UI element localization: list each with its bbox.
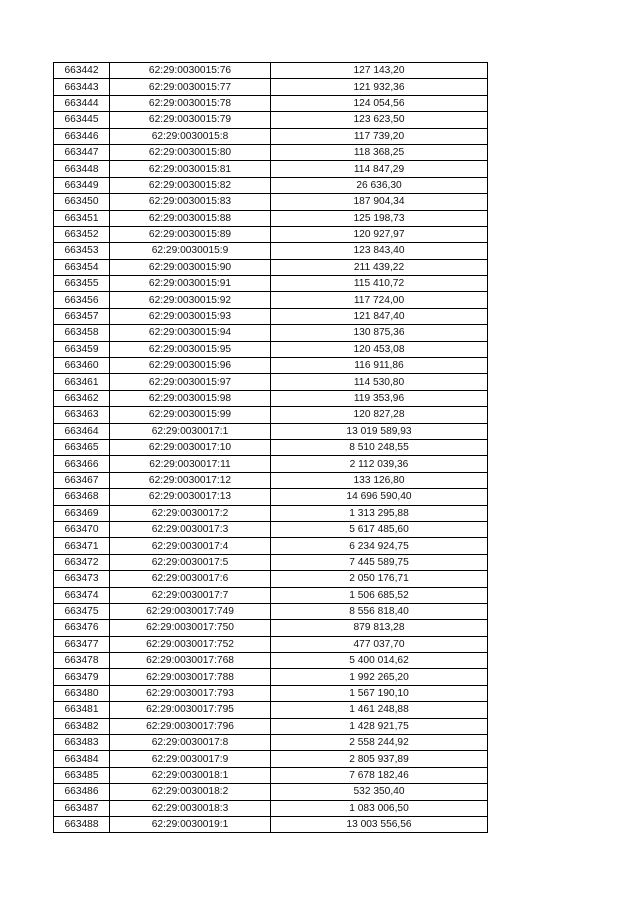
table-row — [54, 259, 488, 275]
value-cell: 2 050 176,71 — [271, 571, 488, 587]
cadastral-number-cell: 62:29:0030017:8 — [110, 735, 271, 751]
row-number-cell: 663473 — [54, 571, 110, 587]
value-cell: 1 083 006,50 — [271, 800, 488, 816]
row-number-cell: 663464 — [54, 423, 110, 439]
row-number-cell: 663476 — [54, 620, 110, 636]
row-number-cell: 663470 — [54, 521, 110, 537]
cadastral-number-cell: 62:29:0030017:6 — [110, 571, 271, 587]
row-number-cell: 663451 — [54, 210, 110, 226]
cadastral-number-cell: 62:29:0030019:1 — [110, 816, 271, 832]
row-number-cell: 663487 — [54, 800, 110, 816]
table-row — [54, 407, 488, 423]
value-cell: 8 510 248,55 — [271, 439, 488, 455]
cadastral-number-cell: 62:29:0030015:97 — [110, 374, 271, 390]
cadastral-number-cell: 62:29:0030015:82 — [110, 177, 271, 193]
value-cell: 477 037,70 — [271, 636, 488, 652]
table-row — [54, 636, 488, 652]
table-row — [54, 735, 488, 751]
cadastral-number-cell: 62:29:0030015:91 — [110, 276, 271, 292]
row-number-cell: 663479 — [54, 669, 110, 685]
value-cell: 120 927,97 — [271, 226, 488, 242]
value-cell: 13 003 556,56 — [271, 816, 488, 832]
table-row — [54, 669, 488, 685]
row-number-cell: 663447 — [54, 144, 110, 160]
value-cell: 6 234 924,75 — [271, 538, 488, 554]
table-row — [54, 308, 488, 324]
value-cell: 879 813,28 — [271, 620, 488, 636]
table-row — [54, 472, 488, 488]
table-row — [54, 144, 488, 160]
row-number-cell: 663481 — [54, 702, 110, 718]
row-number-cell: 663456 — [54, 292, 110, 308]
row-number-cell: 663443 — [54, 79, 110, 95]
cadastral-number-cell: 62:29:0030017:2 — [110, 505, 271, 521]
value-cell: 130 875,36 — [271, 325, 488, 341]
table-row — [54, 374, 488, 390]
cadastral-number-cell: 62:29:0030017:788 — [110, 669, 271, 685]
value-cell: 119 353,96 — [271, 390, 488, 406]
value-cell: 127 143,20 — [271, 63, 488, 79]
table-row — [54, 341, 488, 357]
row-number-cell: 663449 — [54, 177, 110, 193]
value-cell: 114 530,80 — [271, 374, 488, 390]
value-cell: 117 739,20 — [271, 128, 488, 144]
cadastral-number-cell: 62:29:0030015:90 — [110, 259, 271, 275]
table-row — [54, 276, 488, 292]
value-cell: 124 054,56 — [271, 95, 488, 111]
row-number-cell: 663486 — [54, 784, 110, 800]
table-row — [54, 95, 488, 111]
row-number-cell: 663488 — [54, 816, 110, 832]
cadastral-number-cell: 62:29:0030017:750 — [110, 620, 271, 636]
row-number-cell: 663452 — [54, 226, 110, 242]
cadastral-number-cell: 62:29:0030018:3 — [110, 800, 271, 816]
cadastral-number-cell: 62:29:0030017:1 — [110, 423, 271, 439]
row-number-cell: 663454 — [54, 259, 110, 275]
table-row — [54, 325, 488, 341]
value-cell: 14 696 590,40 — [271, 489, 488, 505]
table-row — [54, 620, 488, 636]
row-number-cell: 663469 — [54, 505, 110, 521]
table-row — [54, 554, 488, 570]
cadastral-number-cell: 62:29:0030017:5 — [110, 554, 271, 570]
table-body — [54, 63, 488, 833]
cadastral-number-cell: 62:29:0030015:95 — [110, 341, 271, 357]
cadastral-number-cell: 62:29:0030015:92 — [110, 292, 271, 308]
cadastral-number-cell: 62:29:0030015:80 — [110, 144, 271, 160]
row-number-cell: 663460 — [54, 358, 110, 374]
value-cell: 115 410,72 — [271, 276, 488, 292]
table-row — [54, 571, 488, 587]
table-row — [54, 603, 488, 619]
value-cell: 2 112 039,36 — [271, 456, 488, 472]
value-cell: 114 847,29 — [271, 161, 488, 177]
cadastral-number-cell: 62:29:0030018:1 — [110, 767, 271, 783]
cadastral-number-cell: 62:29:0030015:98 — [110, 390, 271, 406]
value-cell: 118 368,25 — [271, 144, 488, 160]
row-number-cell: 663471 — [54, 538, 110, 554]
row-number-cell: 663474 — [54, 587, 110, 603]
row-number-cell: 663475 — [54, 603, 110, 619]
cadastral-number-cell: 62:29:0030015:77 — [110, 79, 271, 95]
table-row — [54, 702, 488, 718]
value-cell: 120 453,08 — [271, 341, 488, 357]
table-row — [54, 177, 488, 193]
row-number-cell: 663463 — [54, 407, 110, 423]
value-cell: 1 461 248,88 — [271, 702, 488, 718]
cadastral-number-cell: 62:29:0030015:76 — [110, 63, 271, 79]
table-row — [54, 456, 488, 472]
table-row — [54, 800, 488, 816]
value-cell: 8 556 818,40 — [271, 603, 488, 619]
value-cell: 13 019 589,93 — [271, 423, 488, 439]
value-cell: 7 678 182,46 — [271, 767, 488, 783]
cadastral-number-cell: 62:29:0030017:768 — [110, 653, 271, 669]
cadastral-number-cell: 62:29:0030017:4 — [110, 538, 271, 554]
row-number-cell: 663478 — [54, 653, 110, 669]
row-number-cell: 663458 — [54, 325, 110, 341]
row-number-cell: 663468 — [54, 489, 110, 505]
value-cell: 1 992 265,20 — [271, 669, 488, 685]
cadastral-number-cell: 62:29:0030015:8 — [110, 128, 271, 144]
table-row — [54, 751, 488, 767]
table-row — [54, 390, 488, 406]
value-cell: 117 724,00 — [271, 292, 488, 308]
cadastral-number-cell: 62:29:0030015:93 — [110, 308, 271, 324]
row-number-cell: 663465 — [54, 439, 110, 455]
cadastral-number-cell: 62:29:0030017:795 — [110, 702, 271, 718]
value-cell: 2 558 244,92 — [271, 735, 488, 751]
table-row — [54, 439, 488, 455]
cadastral-number-cell: 62:29:0030015:9 — [110, 243, 271, 259]
row-number-cell: 663462 — [54, 390, 110, 406]
value-cell: 2 805 937,89 — [271, 751, 488, 767]
value-cell: 187 904,34 — [271, 194, 488, 210]
row-number-cell: 663467 — [54, 472, 110, 488]
table-row — [54, 112, 488, 128]
cadastral-number-cell: 62:29:0030017:10 — [110, 439, 271, 455]
cadastral-number-cell: 62:29:0030015:96 — [110, 358, 271, 374]
table-row — [54, 243, 488, 259]
cadastral-number-cell: 62:29:0030015:79 — [110, 112, 271, 128]
row-number-cell: 663442 — [54, 63, 110, 79]
table-row — [54, 423, 488, 439]
cadastral-number-cell: 62:29:0030015:99 — [110, 407, 271, 423]
value-cell: 121 847,40 — [271, 308, 488, 324]
value-cell: 5 617 485,60 — [271, 521, 488, 537]
value-cell: 1 506 685,52 — [271, 587, 488, 603]
row-number-cell: 663485 — [54, 767, 110, 783]
row-number-cell: 663466 — [54, 456, 110, 472]
row-number-cell: 663459 — [54, 341, 110, 357]
value-cell: 1 313 295,88 — [271, 505, 488, 521]
row-number-cell: 663445 — [54, 112, 110, 128]
value-cell: 211 439,22 — [271, 259, 488, 275]
value-cell: 7 445 589,75 — [271, 554, 488, 570]
cadastral-value-table — [53, 62, 488, 833]
row-number-cell: 663457 — [54, 308, 110, 324]
cadastral-number-cell: 62:29:0030017:11 — [110, 456, 271, 472]
row-number-cell: 663444 — [54, 95, 110, 111]
value-cell: 125 198,73 — [271, 210, 488, 226]
row-number-cell: 663472 — [54, 554, 110, 570]
table-row — [54, 767, 488, 783]
cadastral-number-cell: 62:29:0030018:2 — [110, 784, 271, 800]
table-row — [54, 653, 488, 669]
table-row — [54, 587, 488, 603]
table-row — [54, 79, 488, 95]
table-row — [54, 292, 488, 308]
cadastral-number-cell: 62:29:0030017:793 — [110, 685, 271, 701]
value-cell: 116 911,86 — [271, 358, 488, 374]
row-number-cell: 663484 — [54, 751, 110, 767]
cadastral-number-cell: 62:29:0030017:12 — [110, 472, 271, 488]
row-number-cell: 663480 — [54, 685, 110, 701]
row-number-cell: 663483 — [54, 735, 110, 751]
row-number-cell: 663450 — [54, 194, 110, 210]
value-cell: 123 843,40 — [271, 243, 488, 259]
cadastral-number-cell: 62:29:0030017:13 — [110, 489, 271, 505]
table-row — [54, 784, 488, 800]
cadastral-number-cell: 62:29:0030017:9 — [110, 751, 271, 767]
value-cell: 121 932,36 — [271, 79, 488, 95]
cadastral-number-cell: 62:29:0030015:78 — [110, 95, 271, 111]
value-cell: 26 636,30 — [271, 177, 488, 193]
value-cell: 120 827,28 — [271, 407, 488, 423]
row-number-cell: 663453 — [54, 243, 110, 259]
cadastral-number-cell: 62:29:0030017:752 — [110, 636, 271, 652]
cadastral-number-cell: 62:29:0030015:83 — [110, 194, 271, 210]
value-cell: 133 126,80 — [271, 472, 488, 488]
row-number-cell: 663446 — [54, 128, 110, 144]
table-row — [54, 128, 488, 144]
table-row — [54, 489, 488, 505]
row-number-cell: 663477 — [54, 636, 110, 652]
value-cell: 1 567 190,10 — [271, 685, 488, 701]
row-number-cell: 663455 — [54, 276, 110, 292]
table-row — [54, 685, 488, 701]
table-row — [54, 718, 488, 734]
cadastral-number-cell: 62:29:0030017:7 — [110, 587, 271, 603]
value-cell: 1 428 921,75 — [271, 718, 488, 734]
cadastral-number-cell: 62:29:0030015:81 — [110, 161, 271, 177]
value-cell: 532 350,40 — [271, 784, 488, 800]
table-row — [54, 161, 488, 177]
cadastral-number-cell: 62:29:0030017:3 — [110, 521, 271, 537]
value-cell: 123 623,50 — [271, 112, 488, 128]
table-row — [54, 538, 488, 554]
cadastral-number-cell: 62:29:0030017:796 — [110, 718, 271, 734]
cadastral-number-cell: 62:29:0030015:94 — [110, 325, 271, 341]
row-number-cell: 663461 — [54, 374, 110, 390]
table-row — [54, 521, 488, 537]
table-row — [54, 210, 488, 226]
row-number-cell: 663448 — [54, 161, 110, 177]
value-cell: 5 400 014,62 — [271, 653, 488, 669]
cadastral-number-cell: 62:29:0030015:89 — [110, 226, 271, 242]
table-row — [54, 63, 488, 79]
cadastral-number-cell: 62:29:0030015:88 — [110, 210, 271, 226]
table-row — [54, 226, 488, 242]
table-row — [54, 194, 488, 210]
cadastral-number-cell: 62:29:0030017:749 — [110, 603, 271, 619]
table-row — [54, 505, 488, 521]
table-row — [54, 358, 488, 374]
row-number-cell: 663482 — [54, 718, 110, 734]
table-row — [54, 816, 488, 832]
